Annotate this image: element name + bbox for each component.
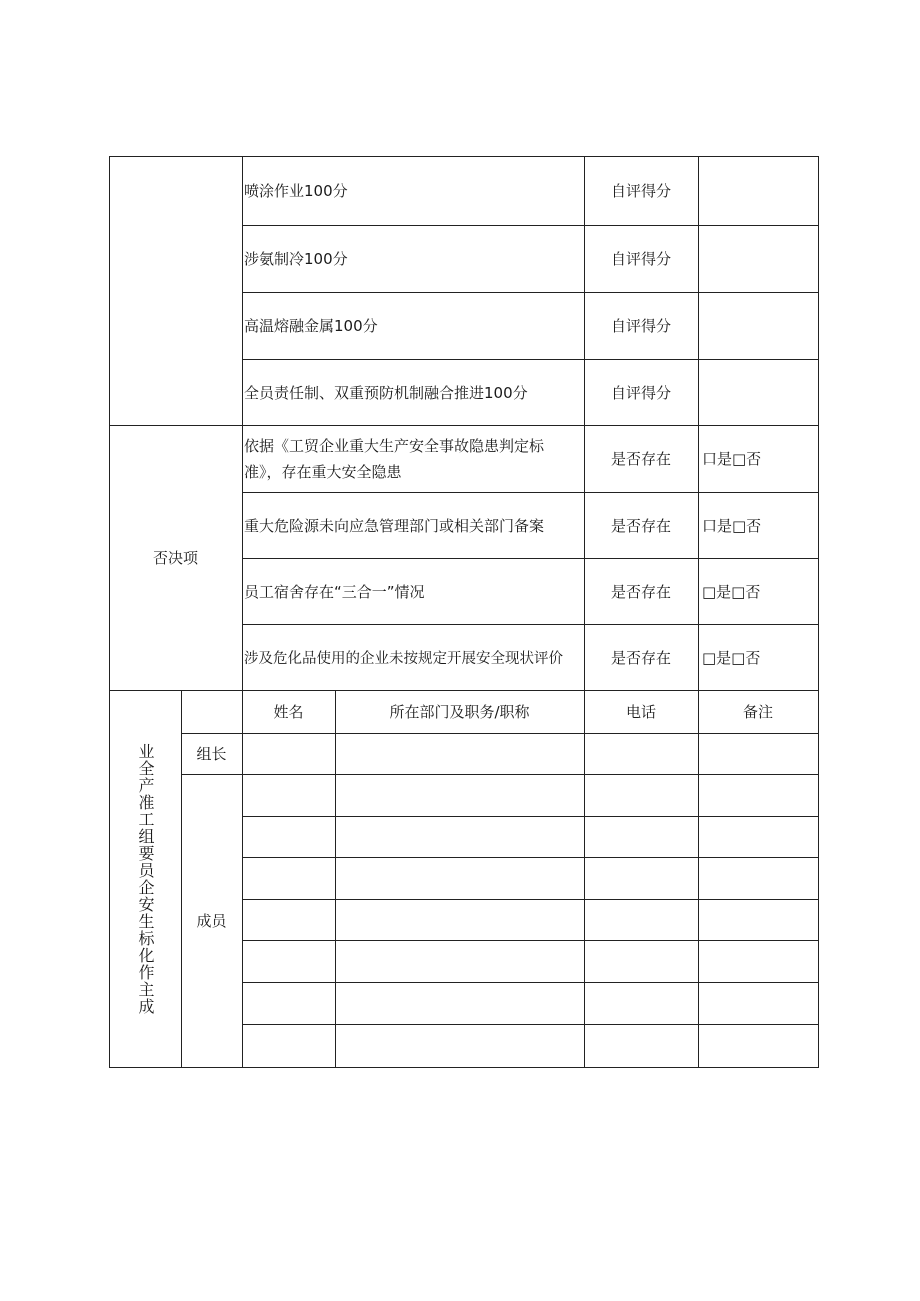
member-name-field[interactable] (242, 982, 336, 1025)
scoring-item-1: 喷涂作业100分 (242, 156, 585, 226)
member-phone-field[interactable] (584, 816, 699, 858)
veto-item-1: 依据《工贸企业重大生产安全事故隐患判定标准》，存在重大安全隐患 (242, 425, 585, 493)
member-note-field[interactable] (698, 774, 819, 817)
member-dept-field[interactable] (335, 940, 585, 983)
self-score-label-4: 自评得分 (584, 359, 699, 426)
member-phone-field[interactable] (584, 982, 699, 1025)
scoring-item-4: 全员责任制、双重预防机制融合推进100分 (242, 359, 585, 426)
veto-yes-no-checkbox-3[interactable]: □是□否 (698, 558, 819, 625)
member-note-field[interactable] (698, 816, 819, 858)
member-dept-field[interactable] (335, 774, 585, 817)
header-name: 姓名 (242, 690, 336, 734)
header-note: 备注 (698, 690, 819, 734)
member-dept-field[interactable] (335, 857, 585, 900)
self-score-input-3[interactable] (698, 292, 819, 360)
veto-yes-no-checkbox-2[interactable]: 口是□否 (698, 492, 819, 559)
team-header-corner (181, 690, 243, 734)
member-phone-field[interactable] (584, 940, 699, 983)
veto-exists-label-1: 是否存在 (584, 425, 699, 493)
leader-name-field[interactable] (242, 733, 336, 775)
member-phone-field[interactable] (584, 899, 699, 941)
member-note-field[interactable] (698, 1024, 819, 1068)
member-note-field[interactable] (698, 982, 819, 1025)
self-score-input-1[interactable] (698, 156, 819, 226)
member-name-field[interactable] (242, 899, 336, 941)
scoring-section-label-cell (109, 156, 243, 426)
leader-note-field[interactable] (698, 733, 819, 775)
veto-exists-label-4: 是否存在 (584, 624, 699, 691)
member-phone-field[interactable] (584, 1024, 699, 1068)
self-score-label-2: 自评得分 (584, 225, 699, 293)
veto-exists-label-3: 是否存在 (584, 558, 699, 625)
member-name-field[interactable] (242, 774, 336, 817)
member-dept-field[interactable] (335, 982, 585, 1025)
member-dept-field[interactable] (335, 816, 585, 858)
leader-label: 组长 (181, 733, 243, 775)
veto-item-2: 重大危险源未向应急管理部门或相关部门备案 (242, 492, 585, 559)
member-note-field[interactable] (698, 899, 819, 941)
member-phone-field[interactable] (584, 857, 699, 900)
veto-section-title: 否决项 (109, 425, 243, 691)
member-note-field[interactable] (698, 940, 819, 983)
scoring-item-3: 高温熔融金属100分 (242, 292, 585, 360)
self-score-label-3: 自评得分 (584, 292, 699, 360)
veto-exists-label-2: 是否存在 (584, 492, 699, 559)
member-dept-field[interactable] (335, 899, 585, 941)
member-dept-field[interactable] (335, 1024, 585, 1068)
leader-dept-field[interactable] (335, 733, 585, 775)
leader-phone-field[interactable] (584, 733, 699, 775)
member-name-field[interactable] (242, 816, 336, 858)
member-name-field[interactable] (242, 940, 336, 983)
veto-yes-no-checkbox-1[interactable]: 口是□否 (698, 425, 819, 493)
veto-item-4: 涉及危化品使用的企业未按规定开展安全现状评价 (242, 624, 585, 691)
member-label: 成员 (181, 774, 243, 1068)
header-dept-title: 所在部门及职务/职称 (335, 690, 585, 734)
veto-item-3: 员工宿舍存在“三合一”情况 (242, 558, 585, 625)
self-score-input-2[interactable] (698, 225, 819, 293)
team-section-title-cell (109, 690, 182, 1068)
scoring-item-2: 涉氨制冷100分 (242, 225, 585, 293)
member-phone-field[interactable] (584, 774, 699, 817)
member-name-field[interactable] (242, 857, 336, 900)
header-phone: 电话 (584, 690, 699, 734)
member-note-field[interactable] (698, 857, 819, 900)
self-score-input-4[interactable] (698, 359, 819, 426)
member-name-field[interactable] (242, 1024, 336, 1068)
veto-yes-no-checkbox-4[interactable]: □是□否 (698, 624, 819, 691)
team-section-title: 业全产准工组要员企安生标化作主成 (136, 742, 155, 1015)
self-score-label-1: 自评得分 (584, 156, 699, 226)
